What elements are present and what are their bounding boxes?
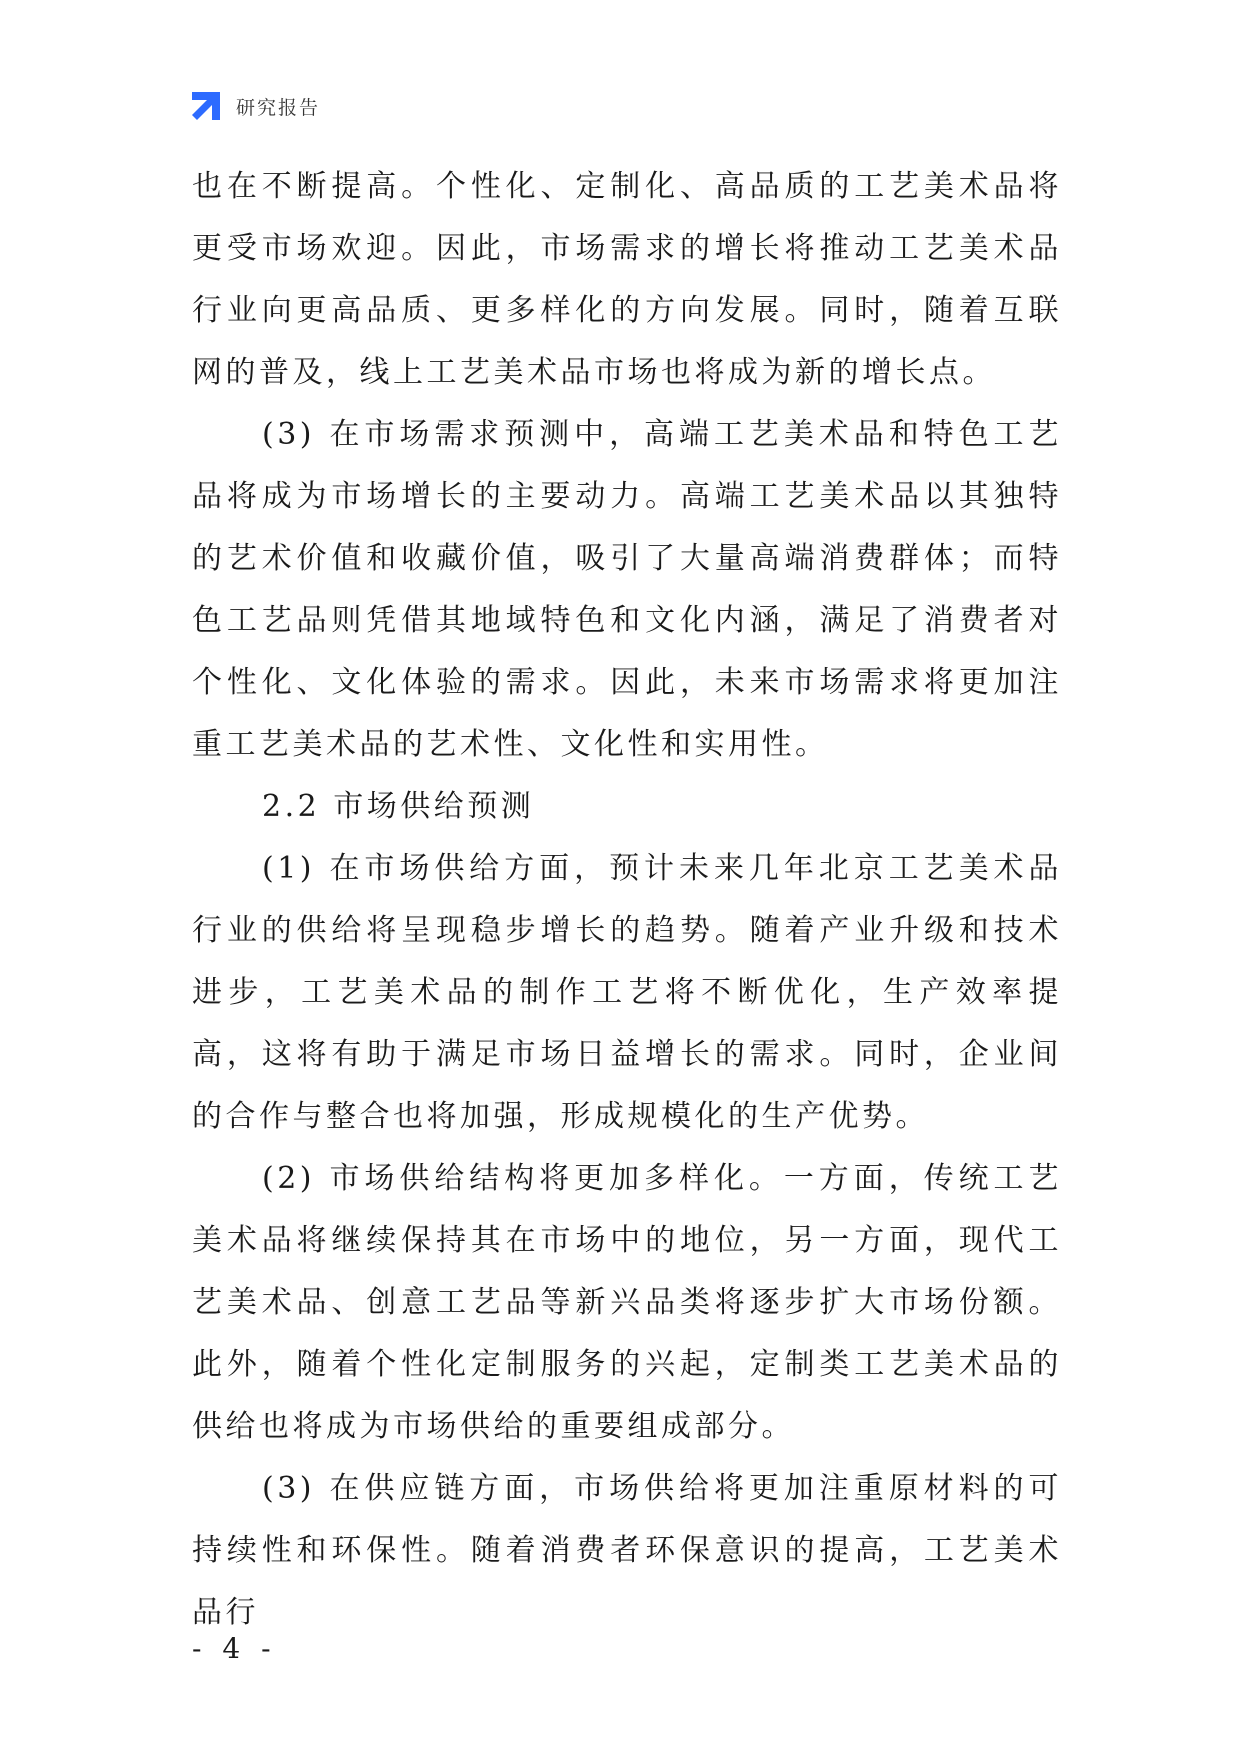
paragraph-supply-1: (1) 在市场供给方面，预计未来几年北京工艺美术品行业的供给将呈现稳步增长的趋势。随着产业升级和技术进步，工艺美术品的制作工艺将不断优化，生产效率提高，这将有助于满足市场日益增长的需求。同时，企业间的合作与整合也将加强，形成规模化的生产优势。 <box>192 851 1062 1134</box>
header-title: 研究报告 <box>236 96 321 119</box>
section-heading-supply-forecast: 2.2 市场供给预测 <box>262 789 535 824</box>
paragraph-continued: 也在不断提高。个性化、定制化、高品质的工艺美术品将更受市场欢迎。因此，市场需求的增长将推动工艺美术品行业向更高品质、更多样化的方向发展。同时，随着互联网的普及，线上工艺美术品市场也将成为新的增长点。 <box>192 169 1062 390</box>
page-header <box>188 88 320 124</box>
arrow-up-right-icon <box>188 88 224 124</box>
paragraph-demand-3: (3) 在市场需求预测中，高端工艺美术品和特色工艺品将成为市场增长的主要动力。高端工艺美术品以其独特的艺术价值和收藏价值，吸引了大量高端消费群体；而特色工艺品则凭借其地域特色和文化内涵，满足了消费者对个性化、文化体验的需求。因此，未来市场需求将更加注重工艺美术品的艺术性、文化性和实用性。 <box>192 417 1062 762</box>
paragraph-supply-3: (3) 在供应链方面，市场供给将更加注重原材料的可持续性和环保性。随着消费者环保意识的提高，工艺美术品行 <box>192 1471 1062 1630</box>
paragraph-supply-2: (2) 市场供给结构将更加多样化。一方面，传统工艺美术品将继续保持其在市场中的地位，另一方面，现代工艺美术品、创意工艺品等新兴品类将逐步扩大市场份额。此外，随着个性化定制服务的兴起，定制类工艺美术品的供给也将成为市场供给的重要组成部分。 <box>192 1161 1062 1444</box>
page-number: - 4 - <box>192 1632 277 1665</box>
document-body <box>192 156 1062 1644</box>
